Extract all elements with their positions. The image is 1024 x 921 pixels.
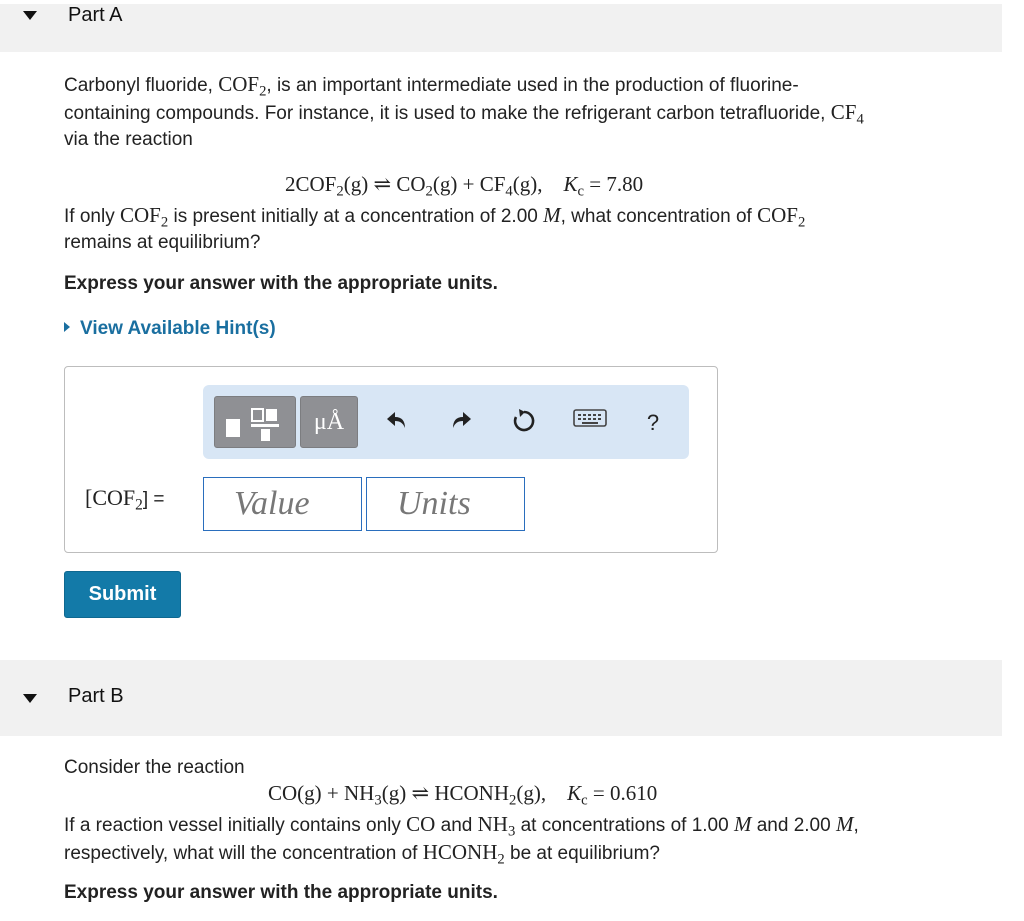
math-toolbar xyxy=(203,385,689,459)
expand-triangle-icon xyxy=(64,322,70,332)
units-symbol: μÅ xyxy=(313,409,345,435)
part-a-title: Part A xyxy=(68,4,123,26)
answer-box xyxy=(64,366,718,553)
part-a-instruction: Express your answer with the appropriate units. xyxy=(64,273,498,294)
part-b-question: If a reaction vessel initially contains only CO and $NH_3$ at concentrations of 1.00 M and 2.00 M, respectively, what will the concentration of $HCONH_2$ be at equilibrium? xyxy=(64,812,859,868)
part-b-intro: Consider the reaction xyxy=(64,757,245,778)
keyboard-icon[interactable] xyxy=(573,407,605,439)
part-b-title: Part B xyxy=(68,685,124,707)
fraction-template-icon xyxy=(215,397,297,449)
templates-button[interactable] xyxy=(214,396,296,448)
units-input[interactable]: Units xyxy=(366,477,525,531)
part-a-header[interactable] xyxy=(0,4,1002,52)
submit-button[interactable]: Submit xyxy=(64,571,181,618)
part-a-equation: $2COF_2(g)$ ⇌ $CO_2(g) + CF_4(g)$, $K_c = 7.80$ xyxy=(285,172,644,200)
redo-icon[interactable] xyxy=(445,407,477,439)
part-b-instruction: Express your answer with the appropriate units. xyxy=(64,882,498,903)
part-a-intro: Carbonyl fluoride, $COF_2$, is an important intermediate used in the production of fluorine- containing compounds. For instance, it is used to make the refrigerant carbon tetrafluoride, $CF_4$ via the reaction xyxy=(64,72,864,150)
part-b-equation: $CO(g) + NH_3(g)$ ⇌ $HCONH_2(g)$, $K_c = 0.610$ xyxy=(268,781,658,809)
units-button[interactable] xyxy=(300,396,358,448)
part-b-header[interactable] xyxy=(0,660,1002,736)
collapse-caret-b-icon[interactable] xyxy=(23,694,37,703)
collapse-caret-icon[interactable] xyxy=(23,11,37,20)
value-input[interactable]: Value xyxy=(203,477,362,531)
view-hints-link[interactable]: View Available Hint(s) xyxy=(64,318,276,340)
reset-icon[interactable] xyxy=(508,407,540,439)
help-icon[interactable]: ? xyxy=(646,410,660,435)
cof2-input-label: $[COF_2]$ = xyxy=(85,485,165,514)
part-a-question: If only $COF_2$ is present initially at a concentration of 2.00 M, what concentration of $COF_2$ remains at equilibrium? xyxy=(64,203,806,253)
undo-icon[interactable] xyxy=(381,407,413,439)
